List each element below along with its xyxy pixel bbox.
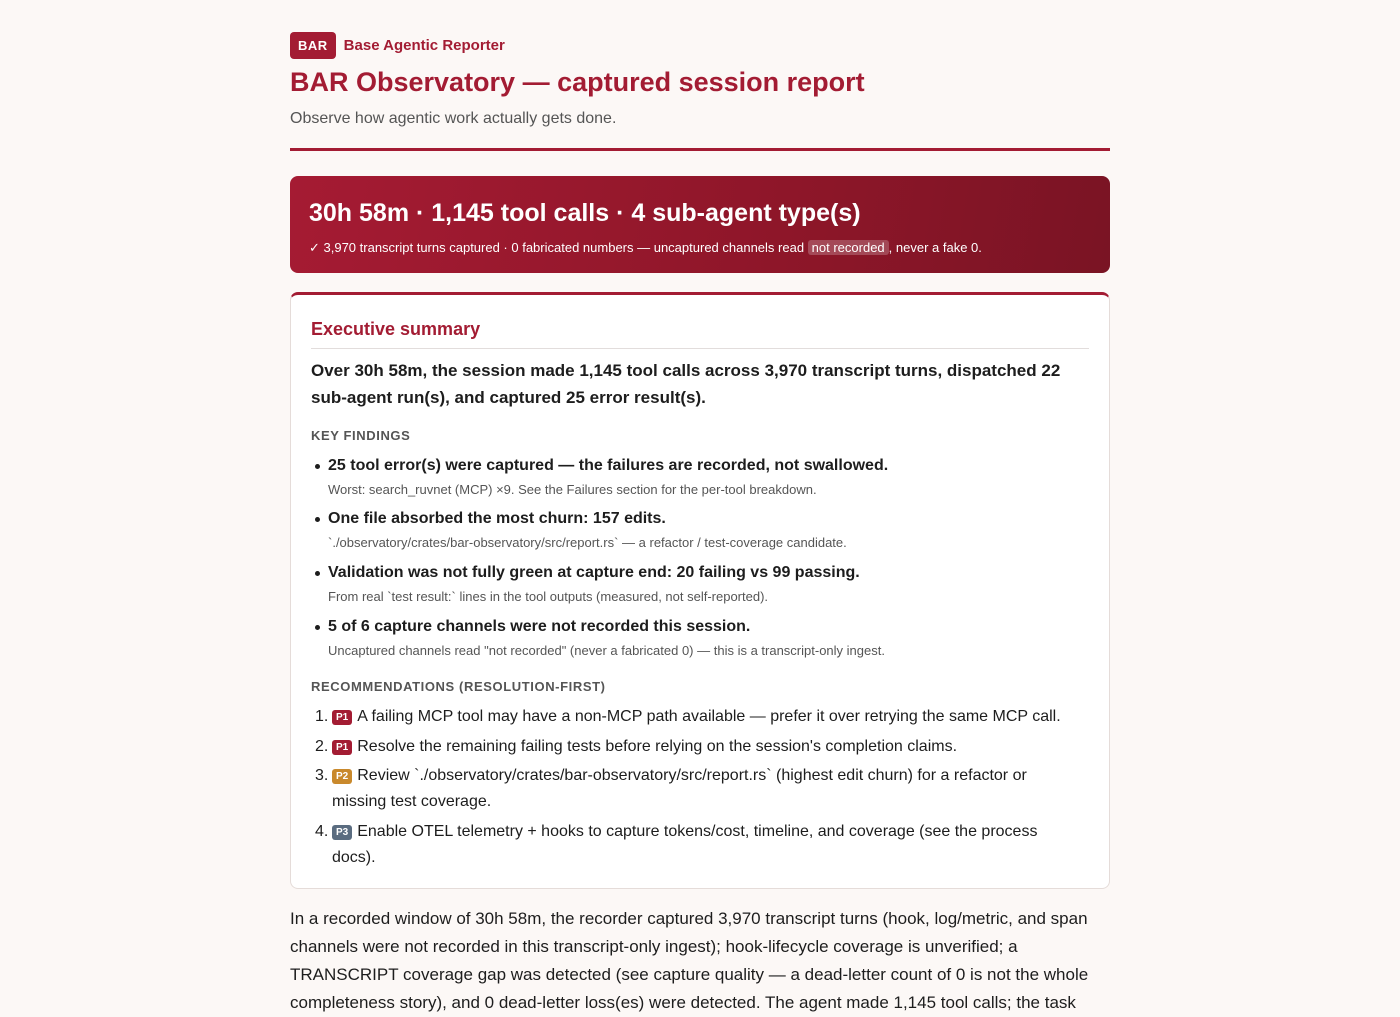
- recommendation-item: [311, 704, 1071, 730]
- brand-name: Base Agentic Reporter: [343, 37, 505, 54]
- page-subtitle: Observe how agentic work actually gets done.: [290, 110, 617, 127]
- priority-badge: P3: [332, 825, 352, 840]
- header-divider: [290, 148, 1110, 151]
- recommendations-label: RECOMMENDATIONS (RESOLUTION-FIRST): [311, 679, 606, 694]
- recommendation-item: [311, 734, 1071, 760]
- brand: [290, 32, 505, 59]
- finding-item: [311, 563, 1091, 605]
- executive-summary-card: [290, 292, 1110, 889]
- key-findings-label: KEY FINDINGS: [311, 428, 411, 443]
- hero-note-text: ✓ 3,970 transcript turns captured · 0 fabricated numbers — uncaptured channels read: [309, 240, 808, 255]
- finding-detail: Uncaptured channels read "not recorded" (never a fabricated 0) — this is a transcript-only ingest.: [328, 643, 885, 658]
- hero-note-tail: , never a fake 0.: [888, 240, 982, 255]
- recommendation-number: 3.: [315, 767, 329, 784]
- summary-lead: Over 30h 58m, the session made 1,145 tool calls across 3,970 transcript turns, dispatched 22 sub-agent run(s), and captured 25 error result(s).: [311, 361, 1061, 407]
- recommendation-text: Review `./observatory/crates/bar-observatory/src/report.rs` (highest edit churn) for a refactor or missing test coverage.: [332, 767, 1027, 810]
- priority-badge: P2: [332, 769, 352, 784]
- finding-item: [311, 617, 1091, 659]
- priority-badge: P1: [332, 710, 352, 725]
- not-recorded-chip: not recorded: [808, 240, 889, 255]
- recommendation-number: 4.: [315, 823, 329, 840]
- session-narrative: In a recorded window of 30h 58m, the recorder captured 3,970 transcript turns (hook, log/metric, and span channels were not recorded in this transcript-only ingest); hook-lifecycle coverage is unverified; a TRANSCRIPT coverage gap was detected (see capture quality — a dead-letter count of 0 is not the whole completeness story), and 0 dead-letter loss(es) were detected. The agent made 1,145 tool calls; the task: [290, 909, 1089, 1012]
- page-title: BAR Observatory — captured session report: [290, 67, 865, 97]
- hero-stats: 30h 58m · 1,145 tool calls · 4 sub-agent type(s): [309, 199, 861, 227]
- finding-detail: From real `test result:` lines in the tool outputs (measured, not self-reported).: [328, 589, 769, 604]
- recommendation-item: [311, 763, 1071, 815]
- finding-item: [311, 456, 1091, 498]
- recommendation-number: 2.: [315, 738, 329, 755]
- finding-detail: Worst: search_ruvnet (MCP) ×9. See the Failures section for the per-tool breakdown.: [328, 482, 817, 497]
- finding-headline: 25 tool error(s) were captured — the failures are recorded, not swallowed.: [311, 456, 1091, 476]
- hero-banner: [290, 176, 1110, 273]
- recommendation-text: Enable OTEL telemetry + hooks to capture tokens/cost, timeline, and coverage (see the process docs).: [332, 823, 1038, 866]
- recommendation-number: 1.: [315, 708, 329, 725]
- brand-badge: BAR: [290, 32, 336, 59]
- recommendation-text: Resolve the remaining failing tests before relying on the session's completion claims.: [357, 738, 958, 755]
- finding-item: [311, 509, 1091, 551]
- card-divider: [311, 348, 1089, 349]
- recommendation-item: [311, 819, 1071, 871]
- recommendation-text: A failing MCP tool may have a non-MCP path available — prefer it over retrying the same MCP call.: [357, 708, 1061, 725]
- finding-headline: Validation was not fully green at capture end: 20 failing vs 99 passing.: [311, 563, 1091, 583]
- executive-summary-title: Executive summary: [311, 319, 481, 339]
- hero-note: [309, 240, 1091, 256]
- finding-headline: 5 of 6 capture channels were not recorded this session.: [311, 617, 1091, 637]
- priority-badge: P1: [332, 740, 352, 755]
- finding-headline: One file absorbed the most churn: 157 edits.: [311, 509, 1091, 529]
- finding-detail: `./observatory/crates/bar-observatory/src/report.rs` — a refactor / test-coverage candidate.: [328, 535, 847, 550]
